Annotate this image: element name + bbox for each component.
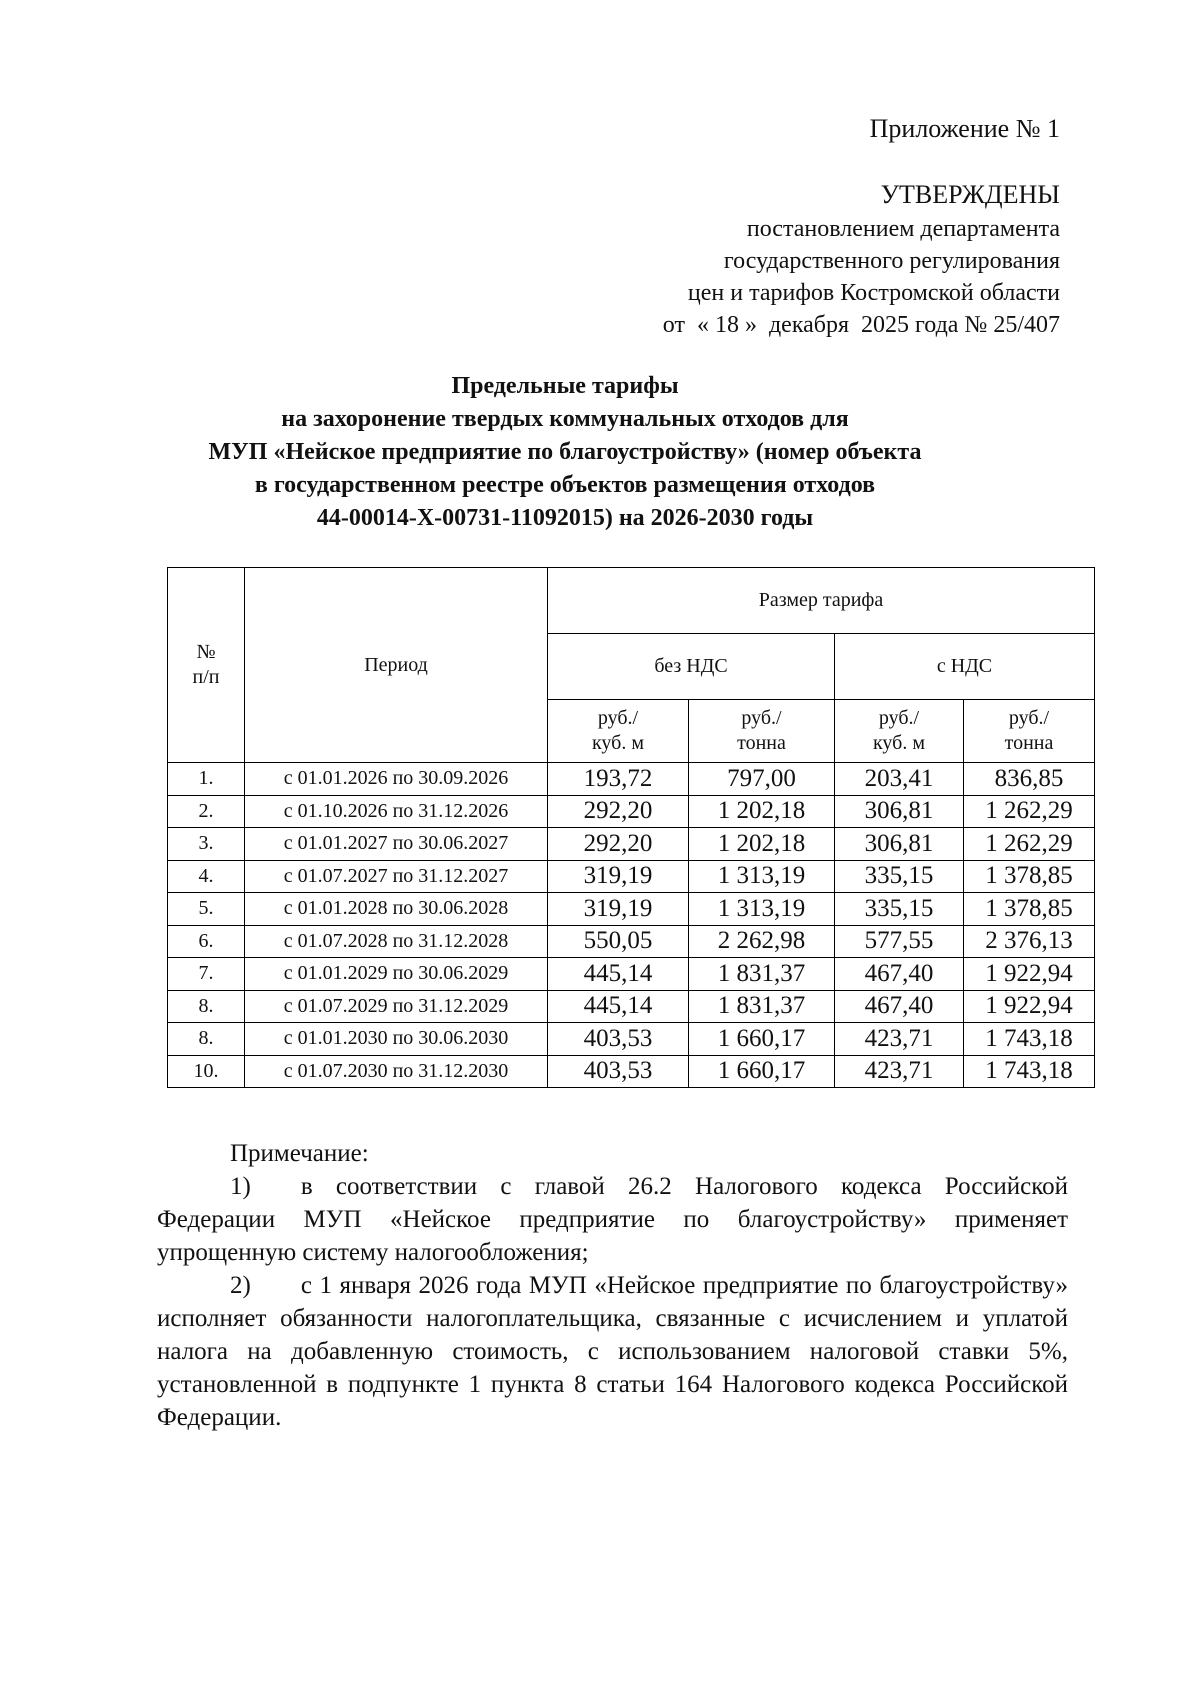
table-row	[168, 828, 1095, 861]
row-number: 8.	[168, 990, 245, 1023]
approval-line: государственного регулирования	[723, 248, 1060, 274]
row-period: с 01.07.2028 по 31.12.2028	[245, 925, 548, 958]
table-row	[168, 763, 1095, 796]
tariff-without-vat-per-m3: 445,14	[548, 958, 689, 991]
tariff-with-vat-per-m3: 335,15	[835, 893, 964, 926]
tariff-with-vat-per-ton: 1 922,94	[964, 990, 1095, 1023]
tariff-without-vat-per-m3: 445,14	[548, 990, 689, 1023]
tariff-with-vat-per-ton: 1 262,29	[964, 795, 1095, 828]
table-row	[168, 1055, 1095, 1088]
note-item: 2) с 1 января 2026 года МУП «Нейское предприятие по благоустройству» исполняет обязанности налогоплательщика, связанные с исчислением и уплатой налога на добавленную стоимость, с использованием налоговой ставки 5%, установленной в подпункте 1 пункта 8 статьи 164 Налогового кодекса Российской Федерации.	[157, 1272, 1068, 1431]
tariff-with-vat-per-m3: 306,81	[835, 828, 964, 861]
notes-block	[157, 1137, 1068, 1434]
title-line: 44-00014-Х-00731-11092015) на 2026-2030 годы	[316, 505, 814, 531]
tariff-with-vat-per-m3: 467,40	[835, 990, 964, 1023]
approval-block	[663, 177, 1060, 341]
tariff-without-vat-per-m3: 292,20	[548, 828, 689, 861]
tariff-with-vat-per-ton: 1 378,85	[964, 860, 1095, 893]
tariff-without-vat-per-ton: 2 262,98	[689, 925, 835, 958]
tariff-with-vat-per-m3: 467,40	[835, 958, 964, 991]
title-line: на захоронение твердых коммунальных отходов для	[281, 406, 849, 432]
table-row	[168, 1023, 1095, 1056]
header-with-vat: с НДС	[835, 634, 1095, 700]
row-number: 1.	[168, 763, 245, 796]
table-row	[168, 860, 1095, 893]
tariff-with-vat-per-ton: 836,85	[964, 763, 1095, 796]
table-row	[168, 990, 1095, 1023]
tariff-without-vat-per-m3: 292,20	[548, 795, 689, 828]
title-line: МУП «Нейское предприятие по благоустройству» (номер объекта	[208, 439, 922, 465]
approval-heading: УТВЕРЖДЕНЫ	[880, 180, 1060, 209]
row-number: 3.	[168, 828, 245, 861]
tariff-without-vat-per-m3: 319,19	[548, 860, 689, 893]
tariff-without-vat-per-ton: 1 313,19	[689, 860, 835, 893]
tariff-rows	[168, 763, 1095, 1088]
tariff-without-vat-per-ton: 1 831,37	[689, 958, 835, 991]
tariff-with-vat-per-ton: 1 743,18	[964, 1055, 1095, 1088]
tariff-with-vat-per-ton: 1 922,94	[964, 958, 1095, 991]
tariff-without-vat-per-m3: 403,53	[548, 1055, 689, 1088]
approval-line: цен и тарифов Костромской области	[687, 280, 1060, 306]
row-period: с 01.01.2027 по 30.06.2027	[245, 828, 548, 861]
tariff-without-vat-per-ton: 797,00	[689, 763, 835, 796]
row-period: с 01.07.2030 по 31.12.2030	[245, 1055, 548, 1088]
row-period: с 01.10.2026 по 31.12.2026	[245, 795, 548, 828]
table-row	[168, 925, 1095, 958]
appendix-number: Приложение № 1	[869, 114, 1060, 143]
tariff-with-vat-per-ton: 2 376,13	[964, 925, 1095, 958]
row-period: с 01.01.2028 по 30.06.2028	[245, 893, 548, 926]
approval-line: постановлением департамента	[746, 216, 1060, 242]
table-row	[168, 795, 1095, 828]
tariff-without-vat-per-m3: 193,72	[548, 763, 689, 796]
title-line: Предельные тарифы	[451, 373, 679, 399]
tariff-with-vat-per-m3: 306,81	[835, 795, 964, 828]
header-unit-rub-per-ton: руб./ тонна	[964, 700, 1095, 763]
row-number: 6.	[168, 925, 245, 958]
header-tariff-size: Размер тарифа	[548, 568, 1095, 634]
header-period: Период	[245, 568, 548, 763]
tariff-without-vat-per-ton: 1 660,17	[689, 1023, 835, 1056]
notes-label: Примечание:	[230, 1140, 369, 1167]
header-unit-rub-per-m3: руб./ куб. м	[835, 700, 964, 763]
tariff-with-vat-per-m3: 335,15	[835, 860, 964, 893]
row-number: 5.	[168, 893, 245, 926]
table-row	[168, 893, 1095, 926]
tariff-with-vat-per-m3: 423,71	[835, 1055, 964, 1088]
header-without-vat: без НДС	[548, 634, 835, 700]
row-number: 8.	[168, 1023, 245, 1056]
row-number: 10.	[168, 1055, 245, 1088]
tariff-without-vat-per-ton: 1 313,19	[689, 893, 835, 926]
tariff-without-vat-per-m3: 319,19	[548, 893, 689, 926]
tariff-without-vat-per-ton: 1 202,18	[689, 795, 835, 828]
row-period: с 01.07.2027 по 31.12.2027	[245, 860, 548, 893]
row-number: 4.	[168, 860, 245, 893]
tariff-with-vat-per-ton: 1 262,29	[964, 828, 1095, 861]
tariff-with-vat-per-m3: 423,71	[835, 1023, 964, 1056]
row-period: с 01.07.2029 по 31.12.2029	[245, 990, 548, 1023]
tariff-without-vat-per-ton: 1 202,18	[689, 828, 835, 861]
header-number: № п/п	[168, 568, 245, 763]
approval-line: от « 18 » декабря 2025 года № 25/407	[662, 312, 1060, 338]
tariff-without-vat-per-ton: 1 831,37	[689, 990, 835, 1023]
tariff-with-vat-per-ton: 1 378,85	[964, 893, 1095, 926]
header-unit-rub-per-ton: руб./ тонна	[689, 700, 835, 763]
note-item: 1) в соответствии с главой 26.2 Налогового кодекса Российской Федерации МУП «Нейское предприятие по благоустройству» применяет упрощенную систему налогообложения;	[157, 1173, 1068, 1266]
tariff-with-vat-per-ton: 1 743,18	[964, 1023, 1095, 1056]
tariff-without-vat-per-m3: 403,53	[548, 1023, 689, 1056]
tariff-with-vat-per-m3: 203,41	[835, 763, 964, 796]
row-period: с 01.01.2029 по 30.06.2029	[245, 958, 548, 991]
row-number: 2.	[168, 795, 245, 828]
document-title	[150, 370, 980, 535]
row-number: 7.	[168, 958, 245, 991]
title-line: в государственном реестре объектов размещения отходов	[254, 472, 876, 498]
table-row	[168, 958, 1095, 991]
row-period: с 01.01.2030 по 30.06.2030	[245, 1023, 548, 1056]
tariff-table	[167, 567, 1095, 1088]
tariff-without-vat-per-ton: 1 660,17	[689, 1055, 835, 1088]
row-period: с 01.01.2026 по 30.09.2026	[245, 763, 548, 796]
tariff-with-vat-per-m3: 577,55	[835, 925, 964, 958]
header-unit-rub-per-m3: руб./ куб. м	[548, 700, 689, 763]
tariff-without-vat-per-m3: 550,05	[548, 925, 689, 958]
